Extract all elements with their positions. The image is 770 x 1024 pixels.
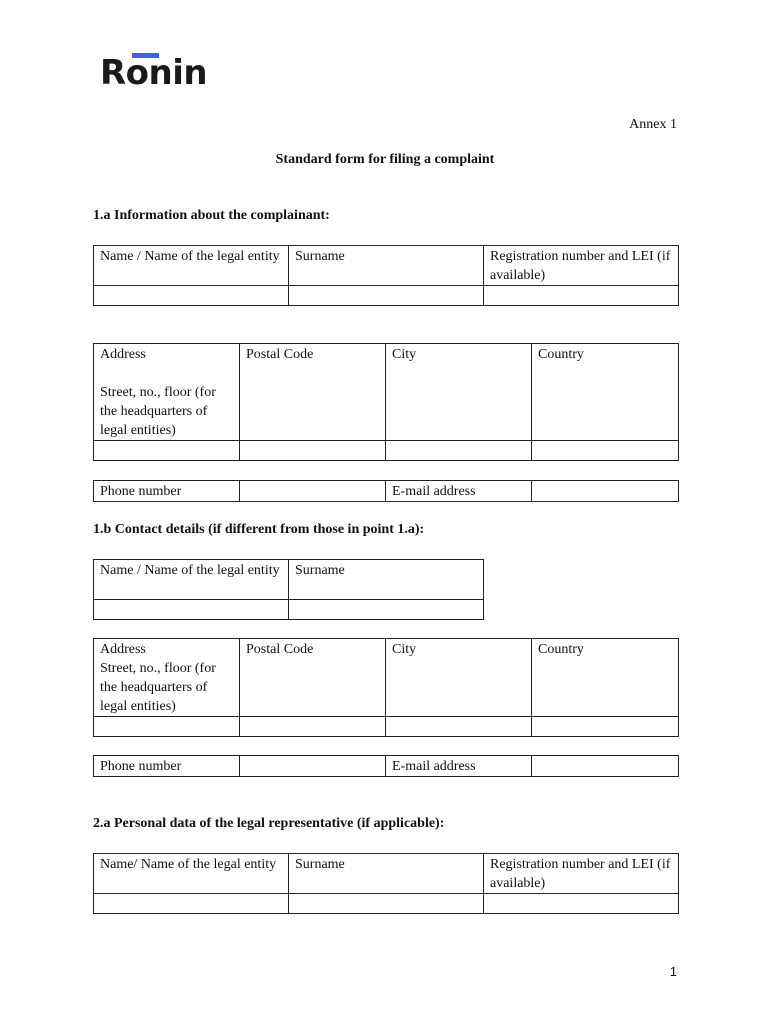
contact-address-label: Address	[100, 642, 146, 657]
contact-address-note: Street, no., floor (for the headquarters of legal entities)	[100, 661, 216, 714]
complainant-address-table	[93, 343, 679, 461]
complainant-contact-table	[93, 480, 679, 502]
representative-name-table	[93, 853, 679, 914]
representative-registration-field[interactable]	[484, 894, 679, 914]
complainant-name-table	[93, 245, 679, 306]
contact-city-field[interactable]	[386, 717, 532, 737]
contact-surname-header: Surname	[289, 560, 484, 600]
ronin-logo	[100, 52, 240, 92]
page-number: 1	[669, 964, 677, 979]
section-1a-heading: 1.a Information about the complainant:	[93, 208, 330, 223]
address-note: Street, no., floor (for the headquarters of legal entities)	[100, 385, 216, 438]
representative-registration-header: Registration number and LEI (if available)	[484, 854, 679, 894]
surname-field[interactable]	[289, 286, 484, 306]
contact-name-table	[93, 559, 484, 620]
section-2a-heading: 2.a Personal data of the legal representative (if applicable):	[93, 816, 445, 831]
contact-postal-code-field[interactable]	[240, 717, 386, 737]
address-header	[94, 344, 240, 441]
form-title: Standard form for filing a complaint	[275, 152, 495, 167]
postal-code-header: Postal Code	[240, 344, 386, 441]
phone-label: Phone number	[94, 481, 240, 502]
email-label: E-mail address	[386, 481, 532, 502]
contact-country-field[interactable]	[532, 717, 679, 737]
surname-header: Surname	[289, 246, 484, 286]
contact-address-table	[93, 638, 679, 737]
representative-name-field[interactable]	[94, 894, 289, 914]
address-label: Address	[100, 347, 146, 362]
contact-email-label: E-mail address	[386, 756, 532, 777]
postal-code-field[interactable]	[240, 441, 386, 461]
contact-surname-field[interactable]	[289, 600, 484, 620]
country-field[interactable]	[532, 441, 679, 461]
name-header: Name / Name of the legal entity	[94, 246, 289, 286]
annex-label: Annex 1	[629, 117, 677, 132]
contact-address-field[interactable]	[94, 717, 240, 737]
contact-phone-label: Phone number	[94, 756, 240, 777]
registration-field[interactable]	[484, 286, 679, 306]
city-field[interactable]	[386, 441, 532, 461]
contact-name-field[interactable]	[94, 600, 289, 620]
address-field[interactable]	[94, 441, 240, 461]
email-field[interactable]	[532, 481, 679, 502]
representative-name-header: Name/ Name of the legal entity	[94, 854, 289, 894]
contact-country-header: Country	[532, 639, 679, 717]
registration-header: Registration number and LEI (if available)	[484, 246, 679, 286]
section-1b-heading: 1.b Contact details (if different from those in point 1.a):	[93, 522, 425, 537]
logo-wordmark: Ronin	[100, 53, 208, 93]
city-header: City	[386, 344, 532, 441]
contact-city-header: City	[386, 639, 532, 717]
representative-surname-header: Surname	[289, 854, 484, 894]
contact-phone-field[interactable]	[240, 756, 386, 777]
contact-address-header	[94, 639, 240, 717]
name-field[interactable]	[94, 286, 289, 306]
country-header: Country	[532, 344, 679, 441]
contact-postal-code-header: Postal Code	[240, 639, 386, 717]
representative-surname-field[interactable]	[289, 894, 484, 914]
contact-name-header: Name / Name of the legal entity	[94, 560, 289, 600]
contact-email-field[interactable]	[532, 756, 679, 777]
contact-contact-table	[93, 755, 679, 777]
phone-field[interactable]	[240, 481, 386, 502]
